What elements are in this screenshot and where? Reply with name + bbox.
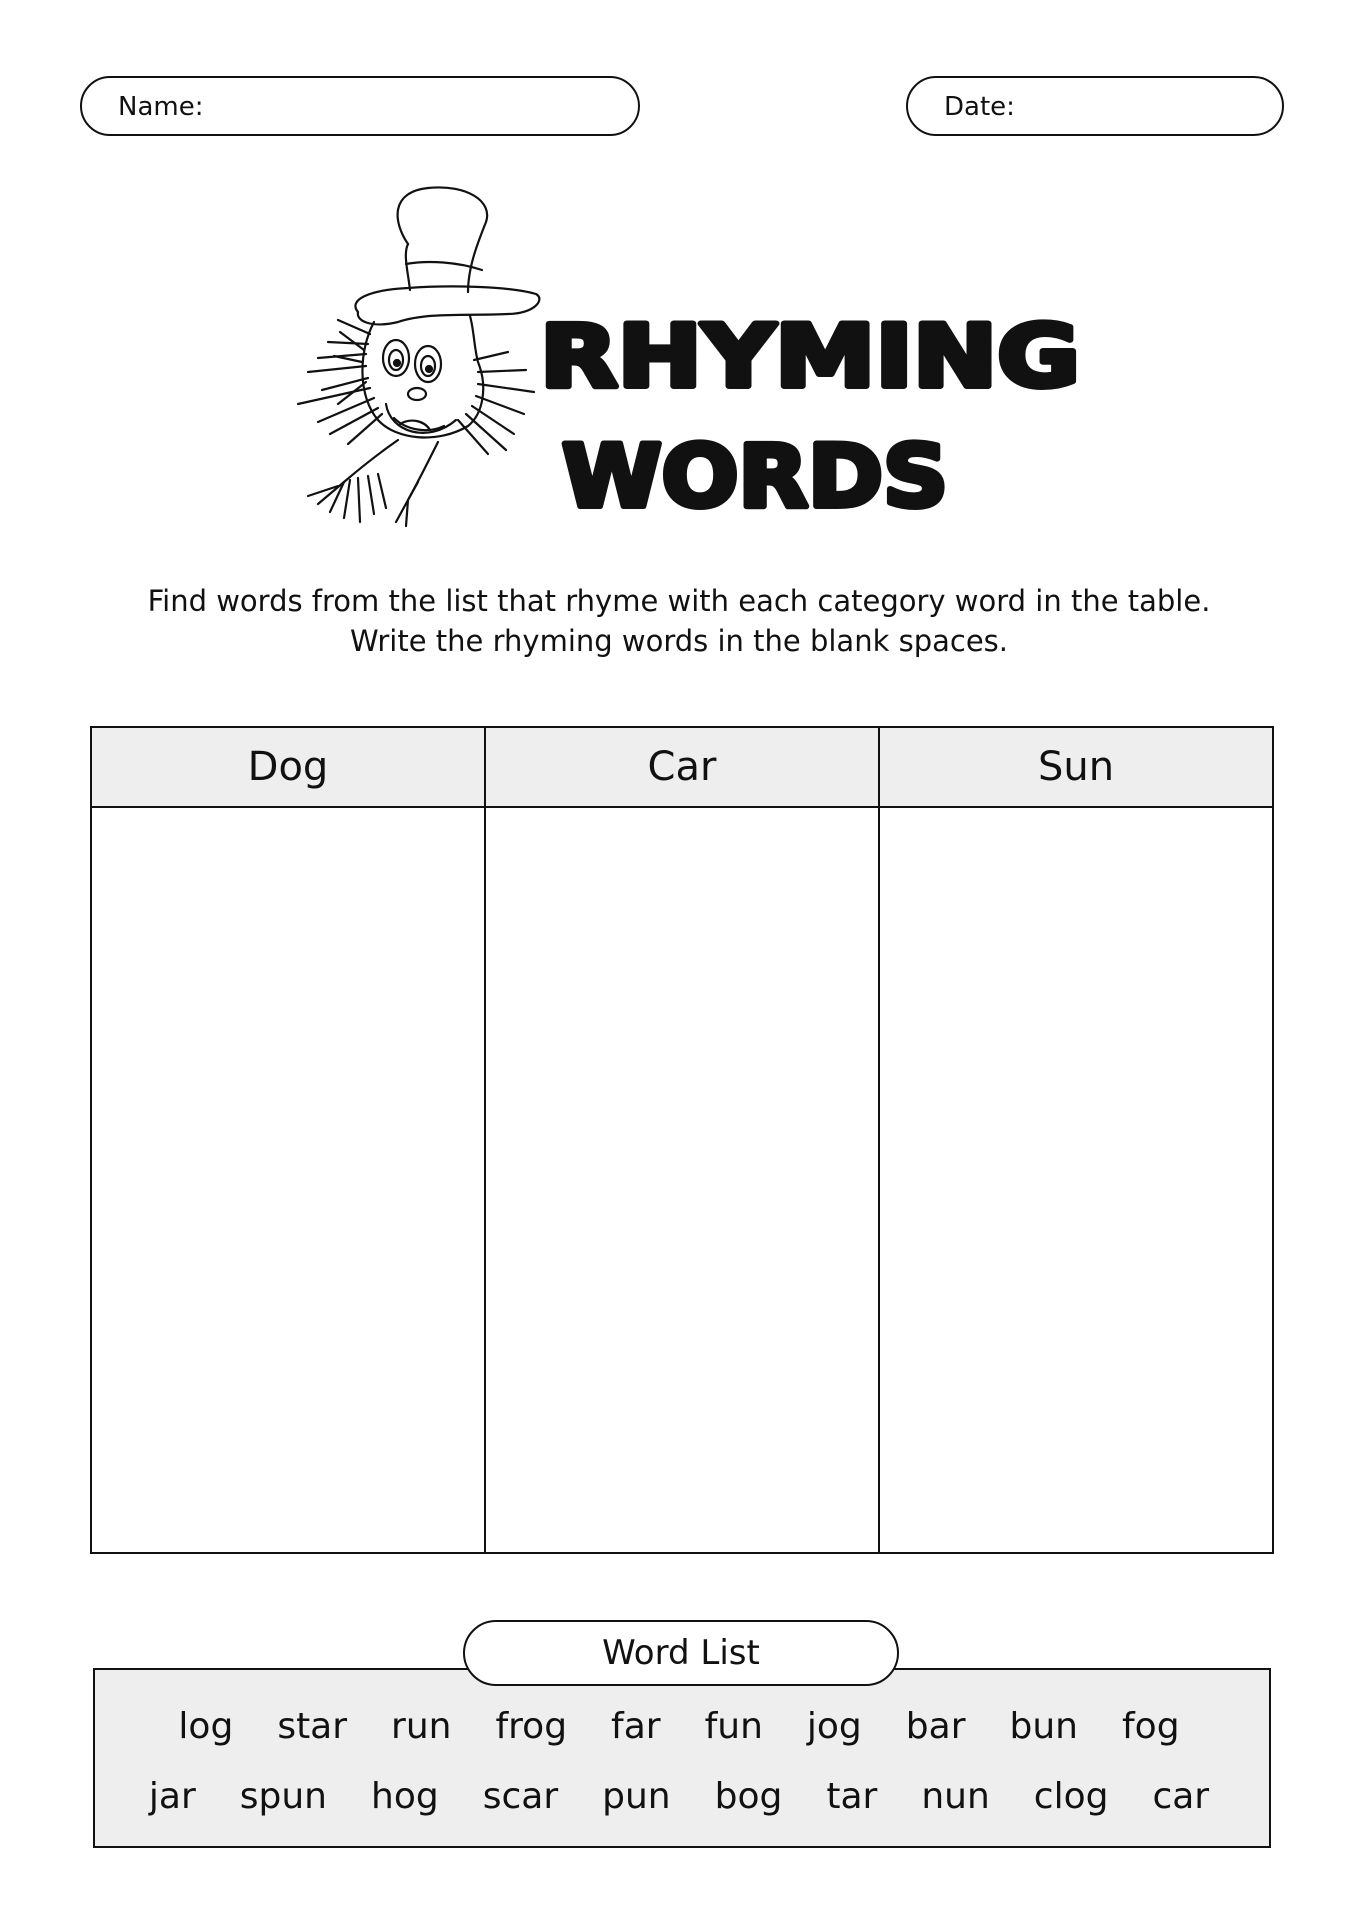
word-item: spun	[239, 1776, 327, 1817]
answer-area[interactable]	[486, 808, 878, 1552]
cat-in-hat-mascot-icon	[278, 182, 546, 530]
word-item: fog	[1122, 1706, 1180, 1747]
word-item: star	[277, 1706, 348, 1747]
word-item: log	[178, 1706, 234, 1747]
word-item: frog	[495, 1706, 568, 1747]
word-item: run	[391, 1706, 452, 1747]
date-label: Date:	[944, 92, 1015, 122]
word-list-title: Word List	[463, 1620, 899, 1686]
instructions-line-2: Write the rhyming words in the blank spaces.	[350, 624, 1008, 658]
table-column-sun	[880, 728, 1272, 1552]
answer-area[interactable]	[880, 808, 1272, 1552]
name-label: Name:	[118, 92, 204, 122]
word-list-row-2	[0, 1776, 1358, 1817]
word-item: bun	[1009, 1706, 1078, 1747]
word-item: jog	[806, 1706, 862, 1747]
word-item: hog	[371, 1776, 439, 1817]
word-list-box	[93, 1668, 1271, 1848]
word-item: fun	[704, 1706, 763, 1747]
word-item: car	[1152, 1776, 1210, 1817]
word-item: bar	[905, 1706, 966, 1747]
word-item: scar	[482, 1776, 559, 1817]
word-item: far	[611, 1706, 661, 1747]
rhyme-table	[90, 726, 1274, 1554]
table-column-dog	[92, 728, 486, 1552]
word-item: bog	[714, 1776, 783, 1817]
column-header: Dog	[92, 728, 484, 808]
word-item: jar	[148, 1776, 196, 1817]
word-item: tar	[826, 1776, 878, 1817]
title-line2: WORDS	[562, 427, 948, 526]
word-list-row-1	[0, 1706, 1358, 1747]
word-item: nun	[921, 1776, 990, 1817]
word-item: pun	[602, 1776, 671, 1817]
worksheet-title	[540, 296, 1100, 526]
table-column-car	[486, 728, 880, 1552]
column-header: Car	[486, 728, 878, 808]
answer-area[interactable]	[92, 808, 484, 1552]
name-field[interactable]	[80, 76, 640, 136]
date-field[interactable]	[906, 76, 1284, 136]
word-item: clog	[1033, 1776, 1109, 1817]
title-line1: RHYMING	[540, 307, 1080, 407]
instructions-line-1: Find words from the list that rhyme with each category word in the table.	[147, 584, 1211, 618]
column-header: Sun	[880, 728, 1272, 808]
